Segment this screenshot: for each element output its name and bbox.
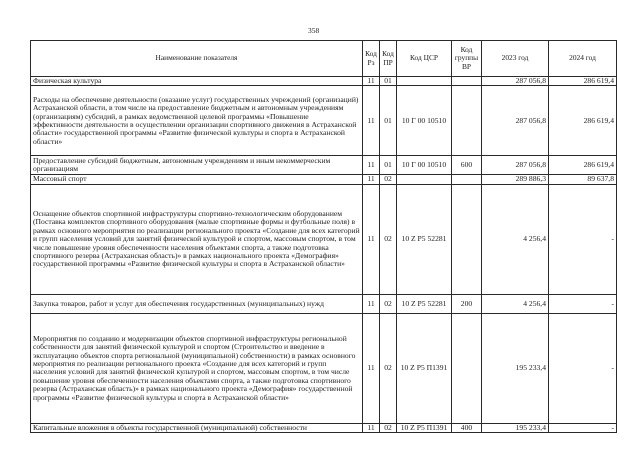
row-vr: 200 [452, 294, 482, 313]
row-csr [397, 77, 452, 86]
row-rz: 11 [363, 156, 380, 175]
row-vr [452, 175, 482, 184]
row-rz: 11 [363, 184, 380, 294]
header-rz: Код Рз [363, 41, 380, 77]
budget-table [30, 40, 617, 433]
table-header-row [31, 41, 617, 77]
row-rz: 11 [363, 423, 380, 432]
row-name: Предоставление субсидий бюджетным, автономным учреждениям и иным некоммерческим организациям [31, 156, 363, 175]
row-2024: - [549, 423, 617, 432]
table-row [31, 313, 617, 423]
header-pr: Код ПР [380, 41, 397, 77]
row-rz: 11 [363, 77, 380, 86]
row-vr [452, 184, 482, 294]
row-name: Расходы на обеспечение деятельности (оказание услуг) государственных учреждений (организаций) Астраханской области, в том числе на предоставление бюджетным и автономным учреждениям (организациям) субсидий, в рамках ведомственной целевой программы «Повышение эффективности деятельности в осуществлении организации спортивного движения в Астраханской области» государственной программы «Развитие физической культуры и спорта в Астраханской области» [31, 86, 363, 156]
row-2024: 286 619,4 [549, 86, 617, 156]
row-vr: 400 [452, 423, 482, 432]
row-name: Капитальные вложения в объекты государственной (муниципальной) собственности [31, 423, 363, 432]
row-csr: 10 Z P5 П1391 [397, 423, 452, 432]
row-vr [452, 313, 482, 423]
page-number: 358 [308, 26, 320, 35]
row-2024: 89 637,8 [549, 175, 617, 184]
row-pr: 02 [380, 423, 397, 432]
row-2024: 286 619,4 [549, 77, 617, 86]
row-name: Закупка товаров, работ и услуг для обеспечения государственных (муниципальных) нужд [31, 294, 363, 313]
table-row [31, 294, 617, 313]
row-vr: 600 [452, 156, 482, 175]
row-pr: 01 [380, 77, 397, 86]
table-row [31, 86, 617, 156]
row-2024: - [549, 313, 617, 423]
row-csr: 10 Z P5 52281 [397, 294, 452, 313]
row-csr: 10 Г 00 10510 [397, 86, 452, 156]
row-2023: 289 886,3 [482, 175, 549, 184]
header-name: Наименование показателя [31, 41, 363, 77]
row-name: Оснащение объектов спортивной инфраструктуры спортивно-технологическим оборудованием (Поставка комплектов спортивного оборудования (малые спортивные формы и футбольные поля) в рамках основного мероприятия по реализации регионального проекта «Создание для всех категорий и групп населения условий для занятий физической культурой и спортом, массовым спортом, в том числе повышение уровня обеспеченности населения объектами спорта, а также подготовка спортивного резерва (Астраханская область)» в рамках национального проекта «Демография» государственной программы «Развитие физической культуры и спорта в Астраханской области» [31, 184, 363, 294]
table-row [31, 184, 617, 294]
row-pr: 01 [380, 156, 397, 175]
row-rz: 11 [363, 313, 380, 423]
header-2023: 2023 год [482, 41, 549, 77]
row-rz: 11 [363, 86, 380, 156]
row-2023: 287 056,8 [482, 77, 549, 86]
row-2023: 287 056,8 [482, 156, 549, 175]
header-csr: Код ЦСР [397, 41, 452, 77]
row-csr: 10 Г 00 10510 [397, 156, 452, 175]
row-2023: 287 056,8 [482, 86, 549, 156]
row-pr: 02 [380, 184, 397, 294]
row-csr: 10 Z P5 П1391 [397, 313, 452, 423]
row-2023: 195 233,4 [482, 423, 549, 432]
row-name: Массовый спорт [31, 175, 363, 184]
row-2024: - [549, 184, 617, 294]
row-rz: 11 [363, 294, 380, 313]
header-vr: Код группы ВР [452, 41, 482, 77]
row-csr: 10 Z P5 52281 [397, 184, 452, 294]
row-pr: 02 [380, 175, 397, 184]
row-name: Мероприятия по созданию и модернизации объектов спортивной инфраструктуры региональной собственности для занятий физической культурой и спортом (Строительство и введение в эксплуатацию объектов спорта региональной (муниципальной) собственности) в рамках основного мероприятия по реализации регионального проекта «Создание для всех категорий и групп населения условий для занятий физической культурой и спортом, массовым спортом, в том числе повышение уровня обеспеченности населения объектами спорта, а также подготовка спортивного резерва (Астраханская область)» в рамках национального проекта «Демография» государственной программы «Развитие физической культуры и спорта в Астраханской области» [31, 313, 363, 423]
row-2023: 4 256,4 [482, 184, 549, 294]
row-pr: 02 [380, 313, 397, 423]
header-2024: 2024 год [549, 41, 617, 77]
row-2023: 4 256,4 [482, 294, 549, 313]
row-vr [452, 86, 482, 156]
row-pr: 02 [380, 294, 397, 313]
table-row [31, 156, 617, 175]
table-row [31, 423, 617, 432]
row-name: Физическая культура [31, 77, 363, 86]
table-row [31, 77, 617, 86]
row-rz: 11 [363, 175, 380, 184]
row-pr: 01 [380, 86, 397, 156]
row-2023: 195 233,4 [482, 313, 549, 423]
row-2024: - [549, 294, 617, 313]
row-2024: 286 619,4 [549, 156, 617, 175]
table-row [31, 175, 617, 184]
row-vr [452, 77, 482, 86]
row-csr [397, 175, 452, 184]
